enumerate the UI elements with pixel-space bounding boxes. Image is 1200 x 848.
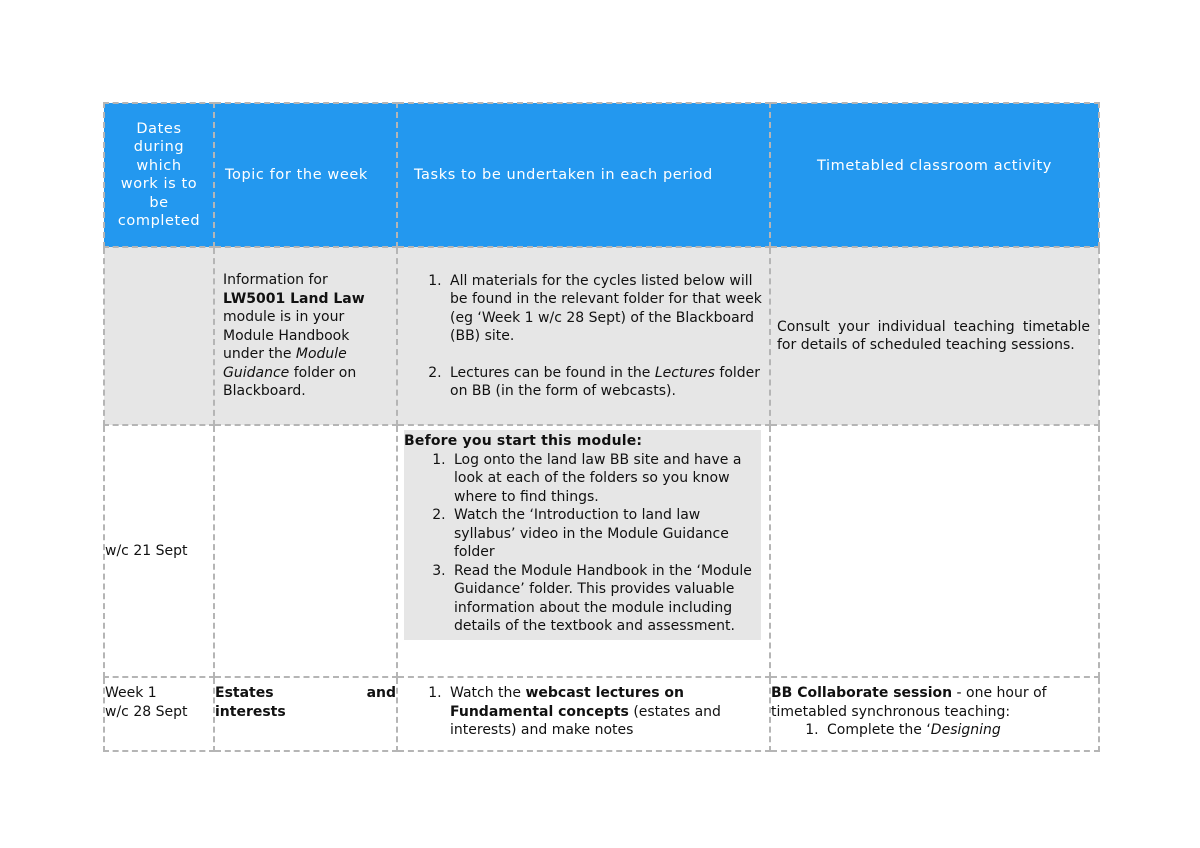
header-dates-line: work is to: [120, 176, 198, 192]
module-code: LW5001 Land Law: [223, 290, 365, 307]
header-dates: [104, 103, 214, 247]
folder-name: Module Guidance: [223, 346, 347, 381]
prep-topic-cell: [214, 425, 397, 677]
prep-activity-cell: [770, 425, 1099, 677]
prep-title: Before you start this module:: [404, 433, 643, 449]
list-item: 2. Watch the ‘Introduction to land law syllabus’ video in the Module Guidance folder: [450, 506, 761, 562]
header-dates-line: during: [133, 139, 185, 155]
header-row: [104, 103, 1099, 247]
study-plan-table: [103, 102, 1100, 752]
topic-word: Estates: [215, 685, 274, 701]
list-item: [446, 684, 769, 740]
task-text: (estates and interests) and make notes: [450, 703, 721, 738]
week1-row: [104, 677, 1099, 751]
prep-task-list: [404, 451, 761, 636]
task-text: folder on BB (in the form of webcasts).: [450, 364, 761, 399]
task-text: Watch the: [450, 685, 522, 701]
list-item: 3. Read the Module Handbook in the ‘Module Guidance’ folder. This provides valuable information about the module including details of the textbook and assessment.: [450, 562, 761, 636]
header-topic: Topic for the week: [214, 103, 397, 247]
header-dates-line: completed: [117, 213, 201, 229]
list-item: [446, 364, 769, 401]
week1-topic-cell: [214, 677, 397, 751]
topic-text: module is in your Module Handbook under the: [223, 309, 350, 363]
week1-tasks-cell: [397, 677, 770, 751]
info-activity-cell: Consult your individual teaching timetable for details of scheduled teaching sessions.: [770, 247, 1099, 425]
collab-list: [771, 721, 1098, 740]
info-task-list: [398, 272, 769, 401]
header-dates-line: be: [149, 194, 169, 211]
header-activity: Timetabled classroom activity: [770, 103, 1099, 247]
session-text: - one hour of timetabled synchronous teaching:: [771, 685, 1047, 720]
folder-name: Lectures: [654, 364, 715, 381]
list-item: 1. Log onto the land law BB site and have a look at each of the folders so you know where to find things.: [450, 451, 761, 507]
task-text: Lectures can be found in the: [450, 364, 651, 381]
list-item: [446, 272, 769, 346]
week-label: Week 1: [105, 685, 157, 701]
session-title: BB Collaborate session: [771, 685, 953, 701]
item-text: Complete the ‘: [827, 722, 931, 738]
week1-task-list: [398, 684, 769, 740]
topic-text: Information for: [223, 272, 328, 289]
info-topic-cell: [214, 247, 397, 425]
week-date: w/c 28 Sept: [105, 703, 188, 720]
week1-activity-cell: [770, 677, 1099, 751]
prep-box: [404, 430, 761, 640]
header-dates-line: Dates: [136, 120, 182, 137]
info-date-cell: [104, 247, 214, 425]
topic-word: interests: [215, 703, 286, 720]
week1-date-cell: [104, 677, 214, 751]
topic-text: folder on Blackboard.: [223, 364, 357, 400]
prep-row: [104, 425, 1099, 677]
task-emphasis: webcast lectures on Fundamental concepts: [450, 685, 685, 720]
header-tasks: Tasks to be undertaken in each period: [397, 103, 770, 247]
prep-date-cell: w/c 21 Sept: [104, 425, 214, 677]
prep-tasks-cell: [397, 425, 770, 677]
header-dates-line: which: [136, 157, 182, 174]
topic-word: and: [366, 685, 396, 701]
info-row: [104, 247, 1099, 425]
item-italic: Designing: [930, 722, 1001, 738]
list-item: [823, 721, 1098, 740]
info-tasks-cell: [397, 247, 770, 425]
task-text: All materials for the cycles listed below will be found in the relevant folder for that week (eg ‘Week 1 w/c 28 Sept) of the Blackboard (BB) site.: [450, 272, 762, 344]
